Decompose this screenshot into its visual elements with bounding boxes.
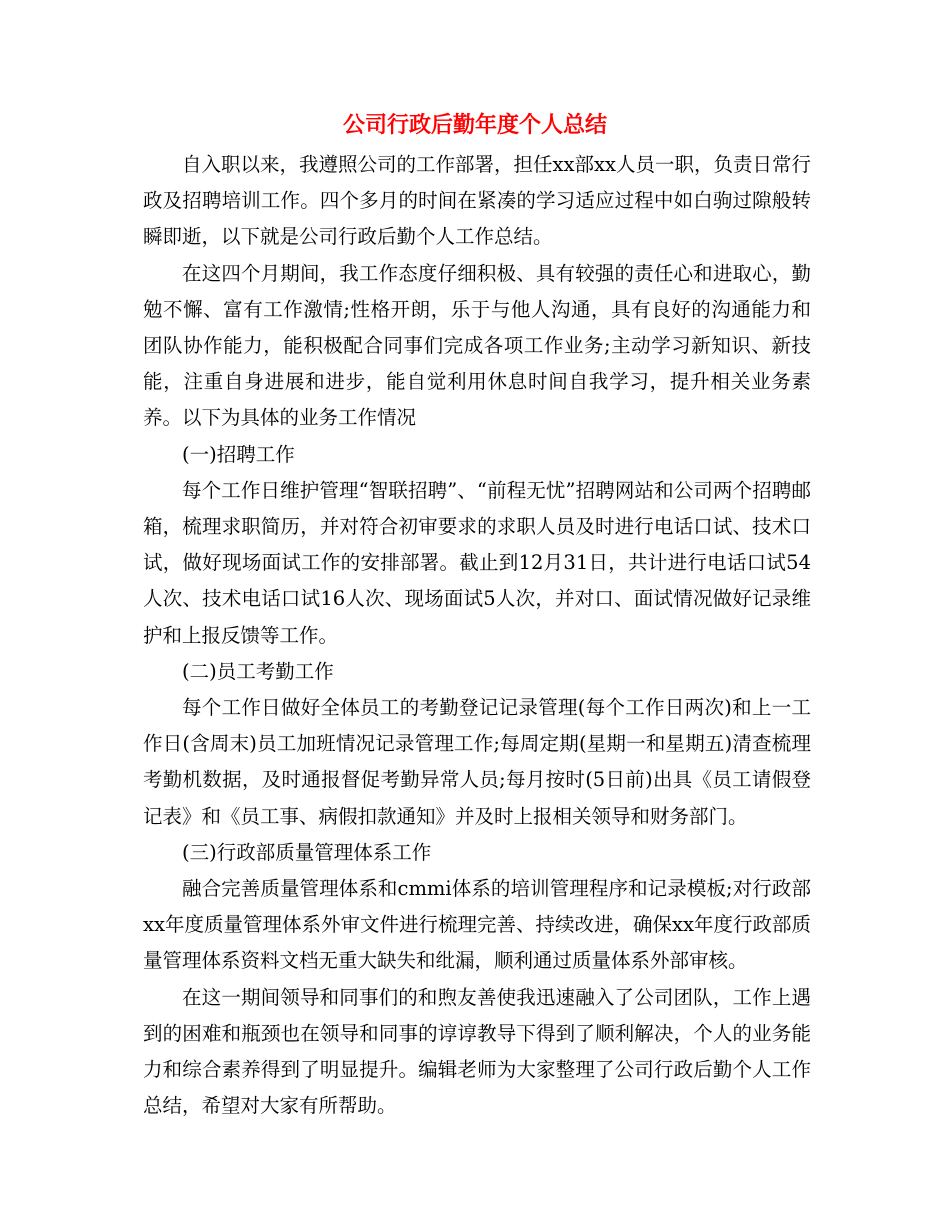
paragraph-attendance: 每个工作日做好全体员工的考勤登记记录管理(每个工作日两次)和上一工作日(含周末)员工加班情况记录管理工作;每周定期(星期一和星期五)清查梳理考勤机数据，及时通报督促考勤异常人员;每月按时(5日前)出具《员工请假登记表》和《员工事、病假扣款通知》并及时上报相关领导和财务部门。 [143, 696, 811, 828]
paragraph-closing: 在这一期间领导和同事们的和煦友善使我迅速融入了公司团队，工作上遇到的困难和瓶颈也在领导和同事的谆谆教导下得到了顺利解决，个人的业务能力和综合素养得到了明显提升。编辑老师为大家整理了公司行政后勤个人工作总结，希望对大家有所帮助。 [143, 985, 811, 1118]
paragraph-quality: 融合完善质量管理体系和cmmi体系的培训管理程序和记录模板;对行政部xx年度质量管理体系外审文件进行梳理完善、持续改进，确保xx年度行政部质量管理体系资料文档无重大缺失和纰漏，顺利通过质量体系外部审核。 [143, 877, 811, 973]
paragraph-attitude: 在这四个月期间，我工作态度仔细积极、具有较强的责任心和进取心，勤勉不懈、富有工作激情;性格开朗，乐于与他人沟通，具有良好的沟通能力和团队协作能力，能积极配合同事们完成各项工作业务;主动学习新知识、新技能，注重自身进展和进步，能自觉利用休息时间自我学习，提升相关业务素养。以下为具体的业务工作情况 [143, 261, 811, 430]
paragraph-recruitment: 每个工作日维护管理“智联招聘”、“前程无忧”招聘网站和公司两个招聘邮箱，梳理求职简历，并对符合初审要求的求职人员及时进行电话口试、技术口试，做好现场面试工作的安排部署。截止到12月31日，共计进行电话口试54人次、技术电话口试16人次、现场面试5人次，并对口、面试情况做好记录维护和上报反馈等工作。 [143, 478, 811, 647]
paragraph-intro: 自入职以来，我遵照公司的工作部署，担任xx部xx人员一职，负责日常行政及招聘培训工作。四个多月的时间在紧凑的学习适应过程中如白驹过隙般转瞬即逝，以下就是公司行政后勤个人工作总结。 [143, 153, 811, 249]
section-heading-attendance: (二)员工考勤工作 [182, 659, 334, 683]
section-heading-recruitment: (一)招聘工作 [182, 442, 295, 466]
document-title: 公司行政后勤年度个人总结 [342, 112, 607, 138]
document-body [143, 147, 811, 1124]
section-heading-quality: (三)行政部质量管理体系工作 [182, 840, 432, 864]
